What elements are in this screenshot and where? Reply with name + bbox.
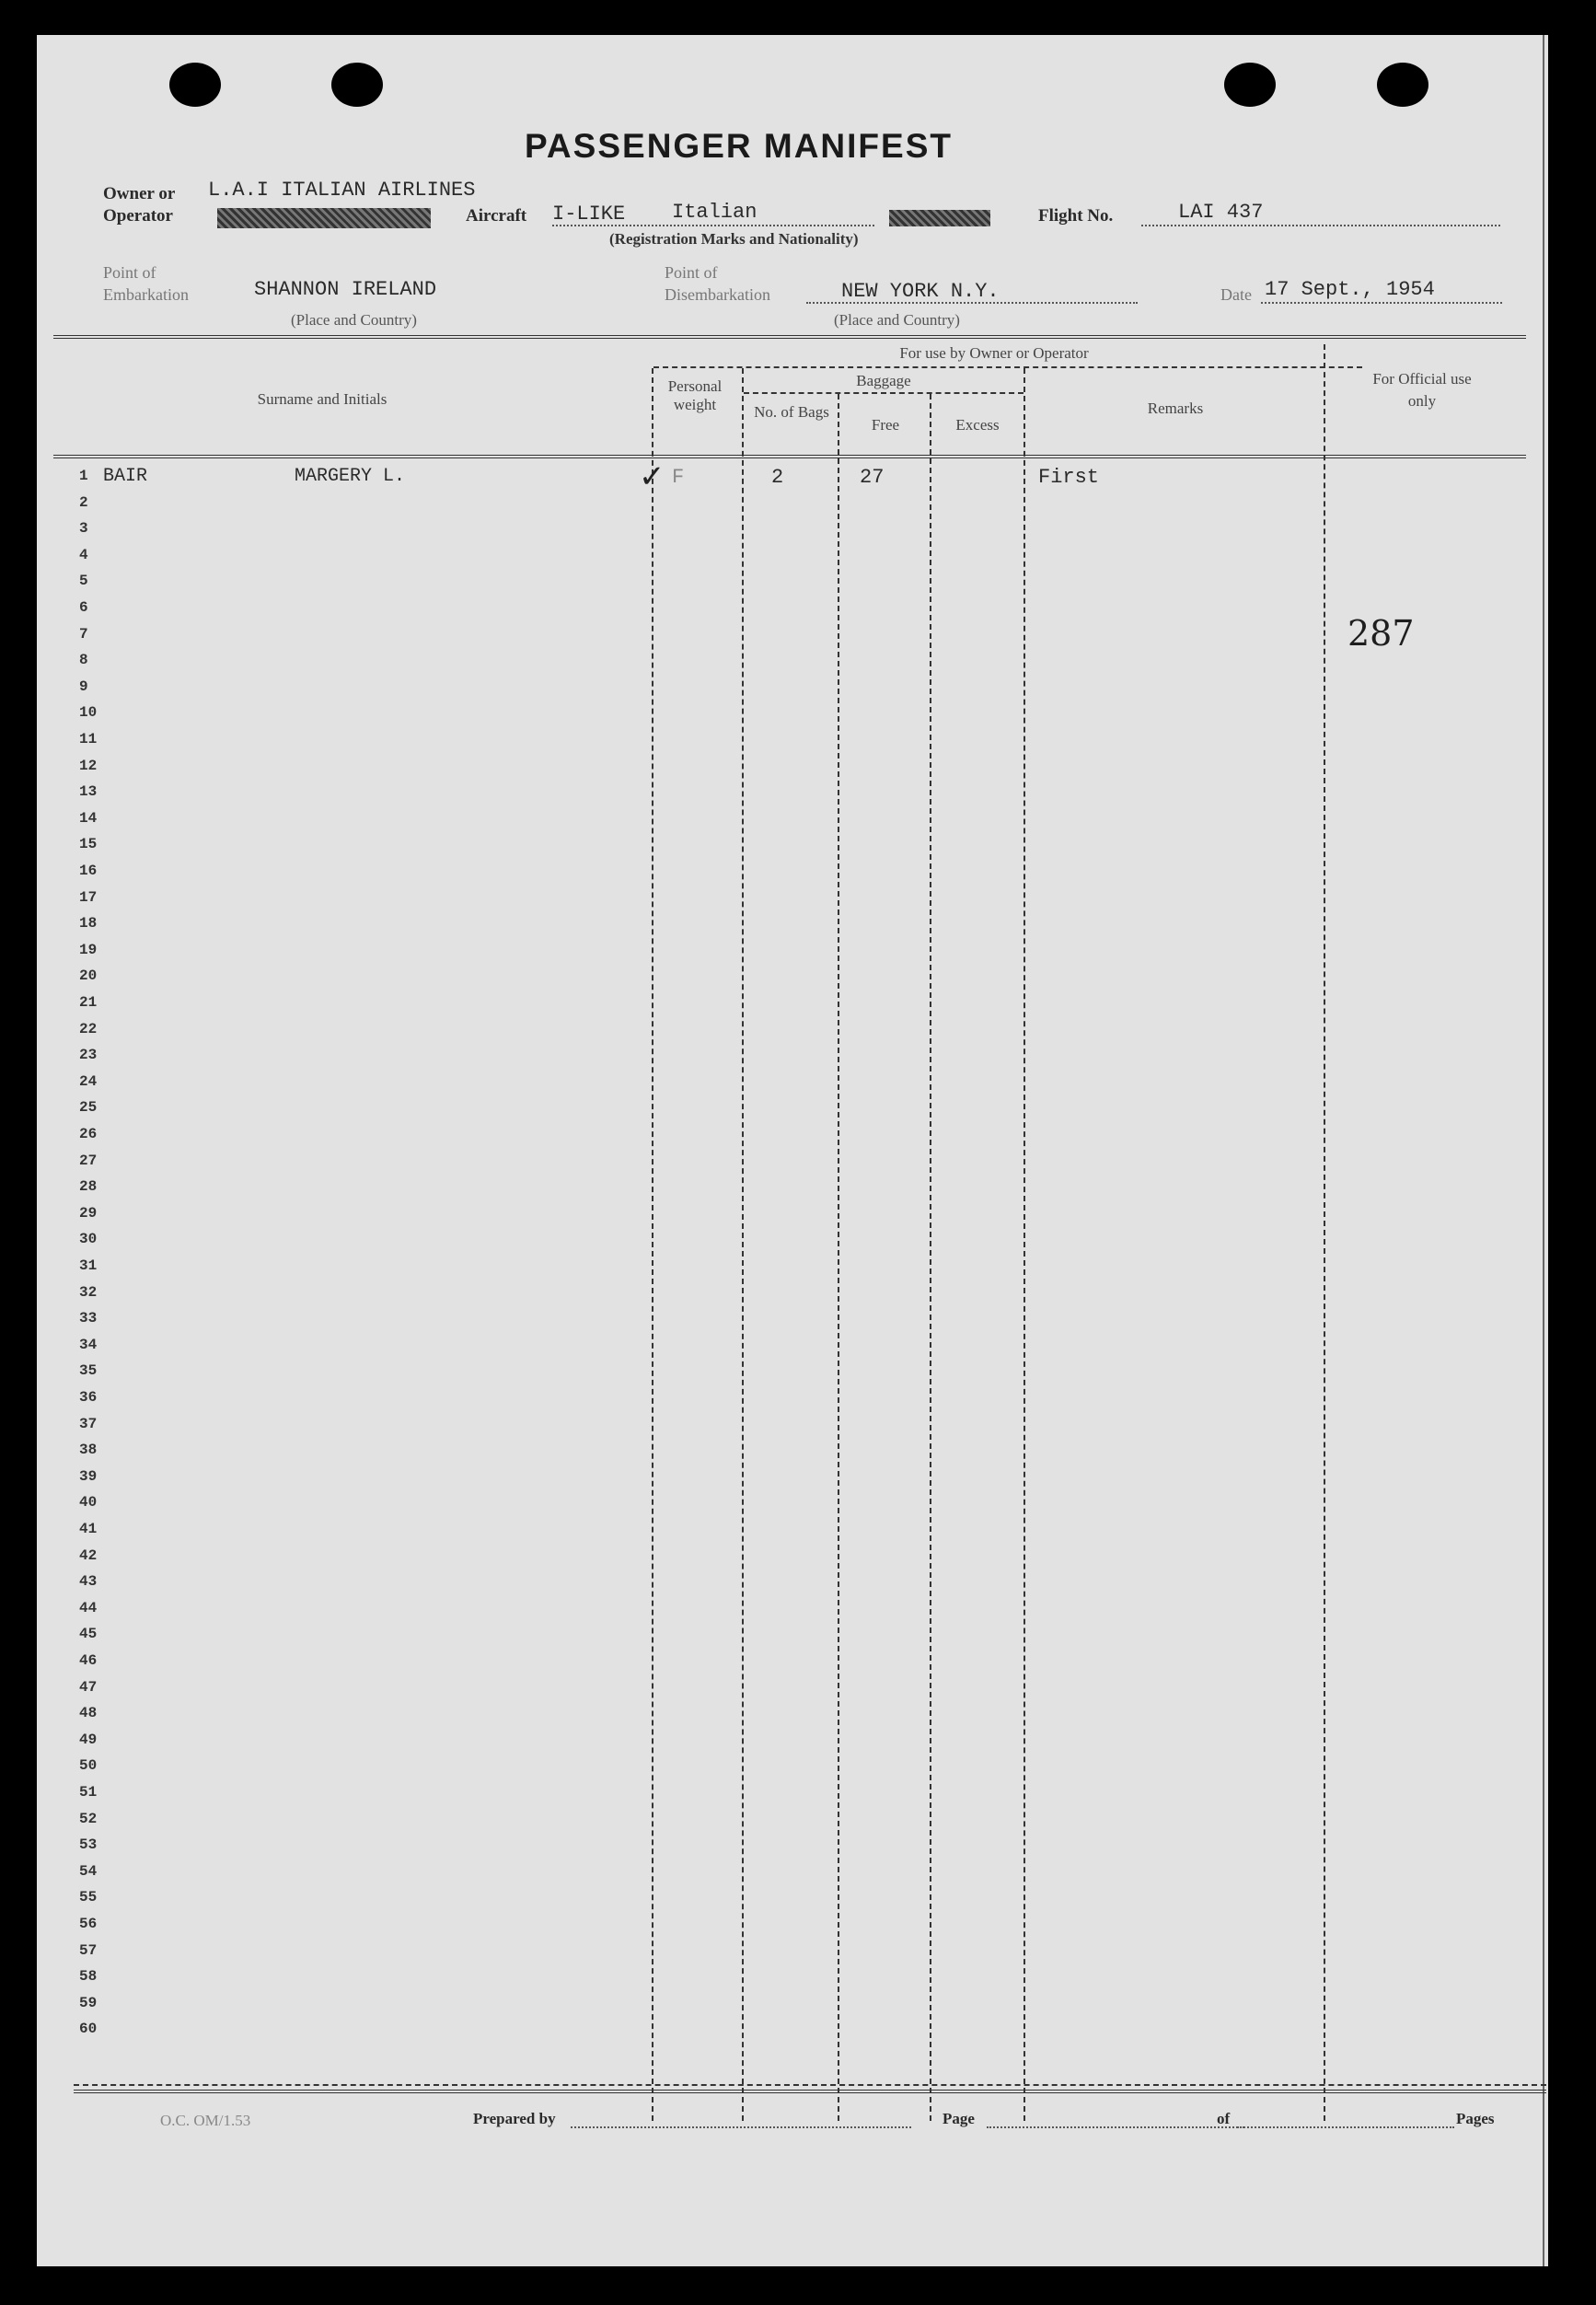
embark-label-2: Embarkation: [103, 285, 189, 304]
official-annotation: 287: [1347, 613, 1415, 654]
row-number: 11: [79, 731, 98, 747]
row-number: 45: [79, 1626, 98, 1642]
embark-caption: (Place and Country): [291, 311, 417, 329]
row-number: 35: [79, 1362, 98, 1379]
registration-caption: (Registration Marks and Nationality): [609, 230, 859, 248]
aircraft-label: Aircraft: [466, 206, 527, 226]
entry-free: 27: [860, 466, 885, 489]
of-dotted-line: [1237, 2126, 1454, 2128]
row-number: 43: [79, 1573, 98, 1590]
entry-remarks: First: [1038, 466, 1100, 489]
row-number: 57: [79, 1942, 98, 1959]
prepared-label: Prepared by: [473, 2110, 556, 2127]
form-code: O.C. OM/1.53: [160, 2112, 251, 2129]
row-number: 17: [79, 889, 98, 906]
page-label: Page: [943, 2110, 975, 2127]
row-number: 58: [79, 1968, 98, 1985]
row-number: 7: [79, 626, 88, 643]
row-number: 8: [79, 652, 88, 668]
row-number: 10: [79, 704, 98, 721]
page-dotted-line: [987, 2126, 1244, 2128]
row-number: 12: [79, 758, 98, 774]
row-number: 31: [79, 1257, 98, 1274]
owner-label: Owner or: [103, 184, 176, 203]
owner-use-group-header: For use by Owner or Operator: [899, 344, 1089, 362]
table-header-rule: [53, 455, 1526, 458]
pages-label: Pages: [1456, 2110, 1495, 2127]
baggage-header-rule: [744, 392, 1024, 394]
row-number: 29: [79, 1205, 98, 1222]
embark-label-1: Point of: [103, 263, 156, 282]
embark-value: SHANNON IRELAND: [254, 278, 437, 301]
aircraft-dotted-line: [552, 225, 874, 226]
row-number: 40: [79, 1494, 98, 1511]
table-bottom-rule: [74, 2084, 1546, 2086]
checkmark-icon: ✓: [639, 460, 665, 494]
punch-hole: [169, 63, 221, 107]
row-number: 15: [79, 836, 98, 852]
col-header-baggage: Baggage: [856, 372, 911, 389]
flight-label: Flight No.: [1038, 206, 1114, 226]
row-number: 47: [79, 1679, 98, 1696]
row-number: 39: [79, 1468, 98, 1485]
row-number: 37: [79, 1416, 98, 1432]
row-number: 14: [79, 810, 98, 827]
owner-value: L.A.I ITALIAN AIRLINES: [208, 179, 476, 202]
row-number: 9: [79, 678, 88, 695]
col-divider: [930, 394, 931, 2121]
disembark-caption: (Place and Country): [834, 311, 960, 329]
operator-label: Operator: [103, 206, 173, 226]
row-number: 60: [79, 2021, 98, 2037]
row-number: 16: [79, 863, 98, 879]
row-number: 50: [79, 1757, 98, 1774]
col-header-remarks: Remarks: [1147, 400, 1204, 417]
row-number: 28: [79, 1178, 98, 1195]
entry-weight: F: [672, 466, 685, 489]
group-header-rule: [653, 366, 1362, 368]
col-header-bags: No. of Bags: [754, 403, 829, 421]
row-number: 4: [79, 547, 88, 563]
date-label: Date: [1220, 285, 1252, 304]
row-number: 36: [79, 1389, 98, 1406]
row-number: 26: [79, 1126, 98, 1142]
row-number: 6: [79, 599, 88, 616]
col-divider: [742, 368, 744, 2121]
col-divider: [838, 394, 839, 2121]
col-header-weight: Personal weight: [667, 377, 723, 413]
row-number: 3: [79, 520, 88, 537]
nationality-value: Italian: [672, 201, 758, 224]
disembark-dotted-line: [806, 302, 1138, 304]
entry-bags: 2: [771, 466, 784, 489]
row-number: 1: [79, 468, 88, 484]
disembark-value: NEW YORK N.Y.: [841, 280, 1000, 303]
row-number: 59: [79, 1995, 98, 2011]
row-number: 2: [79, 494, 88, 511]
date-value: 17 Sept., 1954: [1265, 278, 1435, 301]
page-title: PASSENGER MANIFEST: [525, 127, 953, 165]
prepared-dotted-line: [571, 2126, 911, 2128]
row-number: 19: [79, 942, 98, 958]
col-divider: [652, 368, 653, 2121]
sheet-right-edge: [1543, 35, 1544, 2266]
punch-hole: [1377, 63, 1428, 107]
of-label: of: [1217, 2110, 1231, 2127]
row-number: 41: [79, 1521, 98, 1537]
flight-dotted-line: [1141, 225, 1500, 226]
disembark-label-1: Point of: [665, 263, 718, 282]
col-header-free: Free: [871, 416, 900, 434]
row-number: 54: [79, 1863, 98, 1880]
col-header-official: For Official use only: [1372, 370, 1472, 410]
manifest-sheet: [37, 35, 1548, 2266]
row-number: 52: [79, 1811, 98, 1827]
row-number: 25: [79, 1099, 98, 1116]
row-number: 18: [79, 915, 98, 932]
row-number: 32: [79, 1284, 98, 1301]
row-number: 53: [79, 1836, 98, 1853]
entry-initials: MARGERY L.: [295, 466, 406, 487]
row-number: 33: [79, 1310, 98, 1326]
operator-redaction: [217, 208, 431, 228]
row-number: 30: [79, 1231, 98, 1247]
row-number: 27: [79, 1152, 98, 1169]
row-number: 42: [79, 1547, 98, 1564]
row-number: 46: [79, 1652, 98, 1669]
row-number: 13: [79, 783, 98, 800]
col-header-excess: Excess: [955, 416, 1000, 434]
disembark-label-2: Disembarkation: [665, 285, 770, 304]
table-top-rule: [53, 335, 1526, 339]
row-number: 55: [79, 1889, 98, 1905]
row-number: 51: [79, 1784, 98, 1801]
row-number: 44: [79, 1600, 98, 1616]
table-bottom-rule-2: [74, 2090, 1546, 2093]
nationality-redaction: [889, 210, 990, 226]
row-number: 23: [79, 1047, 98, 1063]
row-number: 22: [79, 1021, 98, 1037]
punch-hole: [331, 63, 383, 107]
row-number: 24: [79, 1073, 98, 1090]
col-divider: [1024, 368, 1025, 2121]
row-number: 5: [79, 573, 88, 589]
row-number: 34: [79, 1337, 98, 1353]
date-dotted-line: [1261, 302, 1502, 304]
row-number: 20: [79, 967, 98, 984]
row-number: 49: [79, 1732, 98, 1748]
flight-value: LAI 437: [1178, 201, 1264, 224]
row-number: 38: [79, 1442, 98, 1458]
entry-surname: BAIR: [103, 466, 148, 487]
col-header-name: Surname and Initials: [257, 390, 387, 408]
row-number: 48: [79, 1705, 98, 1721]
row-number: 21: [79, 994, 98, 1011]
col-divider: [1324, 344, 1325, 2121]
row-number: 56: [79, 1916, 98, 1932]
punch-hole: [1224, 63, 1276, 107]
aircraft-value: I-LIKE: [552, 203, 626, 226]
